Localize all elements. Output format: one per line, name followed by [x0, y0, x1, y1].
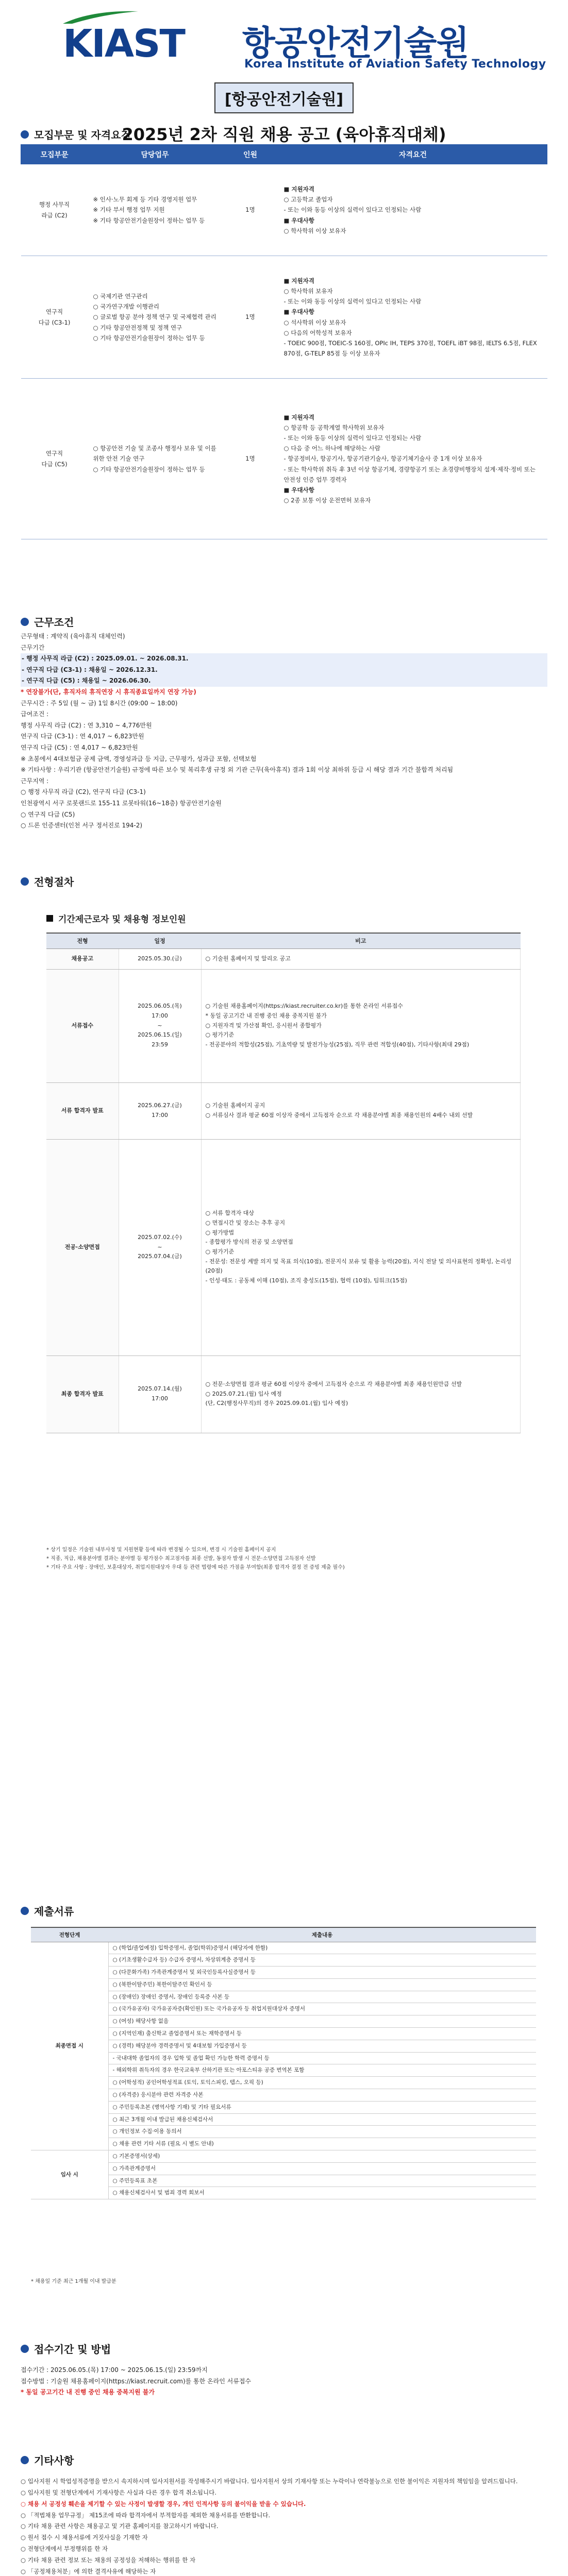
- document-item: - 국내대학 졸업자의 경우 입학 및 졸업 확인 가능한 학력 증명서 등: [108, 2052, 536, 2064]
- note-line: - 인성·태도 : 공동체 이해 (10점), 조직 충성도(15점), 협력 (10점), 팀워크(15점): [205, 1277, 407, 1284]
- stage-cell: 서류 합격자 발표: [46, 1082, 119, 1139]
- bullet-icon: [21, 130, 29, 139]
- bullet-icon: [21, 618, 29, 626]
- document-item: ○ (경력) 해당분야 경력증명서 및 4대보험 가입증명서 등: [108, 2040, 536, 2052]
- etc-line: ○ 「공정채용처분」에 의한 결격사유에 해당하는 자: [21, 2567, 156, 2575]
- duty-item: ※ 기타 항공안전기술원장이 정하는 업무 등: [93, 216, 205, 224]
- condition-line: 연구직 다급 (C3-1) : 연 4,017 ~ 6,823만원: [21, 733, 144, 740]
- dept-text: 연구직: [45, 308, 63, 316]
- note-line: ○ 전문·소양면접 결과 평균 60점 이상자 중에서 고득점자 순으로 각 채용분야별 최종 채용인원만큼 선발: [205, 1380, 462, 1387]
- note-cell: [201, 1082, 521, 1139]
- section-heading-conditions: [21, 614, 74, 629]
- note-line: ○ 기술원 홈페이지 및 알리오 공고: [205, 955, 291, 962]
- condition-line: 행정 사무직 라급 (C2) : 연 3,310 ~ 4,776만원: [21, 721, 152, 729]
- qual-item: - TOEIC 900점, TOEIC-S 160점, OPIc IH, TEPS 370점, TOEFL iBT 98점, IELTS 6.5점, FLEX 870점, G-TELP 85점 등 이상 보유자: [283, 339, 537, 357]
- conditions-body: [21, 631, 547, 832]
- qual-item: ○ 2종 보통 이상 운전면허 보유자: [283, 496, 371, 504]
- condition-line: 근무시간 : 주 5일 (월 ~ 금) 1일 8시간 (09:00 ~ 18:00): [21, 699, 178, 707]
- condition-line: ○ 행정 사무직 라급 (C2), 연구직 다급 (C3-1): [21, 788, 146, 796]
- stage-cell: 최종 합격자 발표: [46, 1355, 119, 1433]
- document-row: [31, 1942, 536, 1954]
- qual-item: - 또는 이와 동등 이상의 실력이 있다고 인정되는 사람: [283, 206, 422, 214]
- document-item: ○ (기초생활수급자 등) 수급자 증명서, 차상위계층 증명서 등: [108, 1954, 536, 1967]
- document-item: ○ 채용 관련 기타 서류 (필요 시 별도 안내): [108, 2138, 536, 2150]
- dept-cell: [21, 379, 88, 539]
- qual-item: ○ 다음 중 어느 하나에 해당하는 사람: [283, 445, 380, 452]
- date-line: 23:59: [152, 1041, 168, 1048]
- schedule-row: [46, 948, 521, 969]
- count-cell: 1명: [222, 379, 279, 539]
- etc-line: ○ 전형단계에서 부정행위를 한 자: [21, 2545, 108, 2553]
- condition-line: ○ 드론 인증센터(인천 서구 정서진로 194-2): [21, 822, 143, 829]
- date-line: 2025.05.30.(금): [138, 955, 182, 962]
- page-title: 2025년 2차 직원 채용 공고 (육아휴직대체): [122, 125, 446, 144]
- qual-cell: [279, 379, 547, 539]
- duty-cell: [88, 379, 222, 539]
- dept-text: 행정 사무직: [39, 201, 70, 209]
- document-item: - 해외학위 취득자의 경우 한국교육부 산하기관 또는 아포스티유 공증 번역본 포함: [108, 2064, 536, 2077]
- condition-line: 근무형태 : 계약직 (육아휴직 대체인력): [21, 633, 125, 640]
- duty-item: ○ 항공안전 기술 및 조종사 행정사 보유 및 이를 위한 안전 기술 연구: [93, 445, 216, 463]
- qual-item: - 또는 학사학위 취득 후 3년 이상 항공기체, 경량항공기 또는 초경량비행장치 설계·제작·정비 또는 안전성 인증 업무 경력자: [283, 465, 536, 483]
- note-line: ○ 평가방법: [205, 1229, 235, 1236]
- section-heading-documents: [21, 1903, 74, 1918]
- schedule-row: [46, 1355, 521, 1433]
- date-line: 2025.07.14.(월): [138, 1385, 182, 1393]
- qual-item: ■ 우대사항: [283, 216, 314, 224]
- schedule-notes: [46, 1546, 521, 1572]
- org-name-english: Korea Institute of Aviation Safety Technology: [244, 58, 546, 71]
- col-header: 전형단계: [31, 1927, 108, 1942]
- header: [0, 0, 568, 77]
- date-line: 17:00: [152, 1112, 168, 1118]
- condition-line: 급여조건 :: [21, 710, 49, 718]
- date-cell: [119, 1082, 201, 1139]
- date-line: 17:00: [152, 1395, 168, 1402]
- qual-item: ○ 항공학 등 공학계열 학사학위 보유자: [283, 424, 385, 432]
- section-heading-apply: [21, 2341, 111, 2356]
- qual-item: - 또는 이와 동등 이상의 실력이 있다고 인정되는 사람: [283, 434, 422, 442]
- duty-cell: [88, 164, 222, 256]
- note-line: * 동일 공고기간 내 진행 중인 채용 중복지원 불가: [205, 1012, 327, 1019]
- condition-line: - 연구직 다급 (C3-1) : 채용일 ~ 2026.12.31.: [21, 665, 547, 676]
- qual-item: ○ 다음의 어학성적 보유자: [283, 329, 352, 336]
- date-line: 2025.06.05.(목): [138, 1003, 182, 1010]
- recruit-row: [21, 164, 547, 256]
- date-cell: [119, 969, 201, 1082]
- schedule-title: [46, 912, 186, 925]
- condition-line: ※ 기타사항 : 우리기관 (항공안전기술원) 규정에 따른 보수 및 복리후생 규정 외 기관 근무(육아휴직) 결과 1회 이상 최하위 등급 시 해당 결과 기간 불합격 처리됨: [21, 766, 454, 774]
- schedule-row: [46, 969, 521, 1082]
- recruit-row: [21, 256, 547, 379]
- note-line: ○ 2025.07.21.(월) 입사 예정: [205, 1390, 282, 1397]
- date-line: 2025.06.15.(일): [138, 1031, 182, 1039]
- etc-body: [21, 2476, 547, 2576]
- duty-cell: [88, 256, 222, 379]
- section-heading-recruit: [21, 127, 131, 142]
- note-line: ○ 기술원 채용홈페이지(https://kiast.recruiter.co.kr)를 통한 온라인 서류접수: [205, 1003, 403, 1010]
- stage-cell: 전공·소양면접: [46, 1139, 119, 1355]
- recruit-table: [21, 144, 547, 539]
- note-cell: [201, 948, 521, 969]
- apply-body: [21, 2365, 547, 2398]
- qual-item: ○ 석사학위 이상 보유자: [283, 318, 346, 326]
- etc-line: ○ 기타 채용 관련 정보 또는 채용의 공정성을 저해하는 행위를 한 자: [21, 2556, 196, 2564]
- qual-item: ■ 지원자격: [283, 277, 314, 284]
- note-line: ○ 면접시간 및 장소는 추후 공지: [205, 1219, 286, 1226]
- etc-line: ○ 입사지원 및 전형단계에서 기재사항은 사실과 다른 경우 합격 취소됩니다.: [21, 2488, 216, 2496]
- qual-item: ■ 지원자격: [283, 413, 314, 421]
- condition-line: 연구직 다급 (C5) : 연 4,017 ~ 6,823만원: [21, 743, 138, 751]
- qual-item: ■ 우대사항: [283, 486, 314, 494]
- recruit-row: [21, 379, 547, 539]
- date-line: 17:00: [152, 1012, 168, 1019]
- qual-cell: [279, 256, 547, 379]
- document-item: ○ (학업/졸업예정) 입학증명서, 졸업(학위)증명서 (해당자에 한함): [108, 1942, 536, 1954]
- stage-cell: 서류접수: [46, 969, 119, 1082]
- etc-line: ○ 기타 채용 관련 사항은 채용공고 및 기관 홈페이지를 참고하시기 바랍니다.: [21, 2522, 219, 2530]
- duty-item: ○ 국제기관 연구관리: [93, 293, 148, 300]
- document-item: ○ 주민등록표 초본: [108, 2175, 536, 2187]
- etc-line: ○ 원서 접수 시 채용서류에 거짓사실을 기재한 자: [21, 2534, 148, 2541]
- schedule-row: [46, 1139, 521, 1355]
- qual-item: ■ 지원자격: [283, 185, 314, 193]
- col-header: 인원: [222, 145, 279, 164]
- note-line: - 전공분야의 적합성(25점), 기초역량 및 발전가능성(25점), 직무 관련 적합성(40점), 기타사항(최대 29점): [205, 1041, 470, 1048]
- count-cell: 1명: [222, 164, 279, 256]
- duty-item: ○ 기타 항공안전정책 및 정책 연구: [93, 324, 182, 331]
- dept-text: 다급 (C5): [41, 460, 68, 468]
- schedule-note: * 기타 주요 사항 : 장애인, 보훈대상자, 취업지원대상자 우대 등 관련 법령에 따른 가점을 부여함(최종 합격자 결정 전 증빙 제출 필수): [46, 1565, 345, 1570]
- note-line: ○ 서류심사 결과 평균 60점 이상자 중에서 고득점자 순으로 각 채용분야별 최종 채용인원의 4배수 내외 선발: [205, 1112, 473, 1118]
- section-title: 전형절차: [34, 876, 74, 888]
- note-cell: [201, 969, 521, 1082]
- note-line: - 전문성: 전문성 계발 의지 및 목표 의식(10점), 전문지식 보유 및 활용 능력(20점), 지식 전달 및 의사표현의 정확성, 논리성(20점): [205, 1258, 512, 1275]
- document-item: ○ 최근 3개월 이내 발급된 채용신체검사서: [108, 2113, 536, 2126]
- col-header: 자격요건: [279, 145, 547, 164]
- section-title: 기타사항: [34, 2454, 74, 2467]
- documents-table: [31, 1927, 536, 2199]
- dept-text: 연구직: [45, 450, 63, 457]
- document-item: ○ 개인정보 수집·이용 동의서: [108, 2126, 536, 2138]
- qual-item: ○ 고등학교 졸업자: [283, 196, 333, 204]
- document-item: ○ (다문화가족) 가족관계증명서 및 외국인등록사실증명서 등: [108, 1967, 536, 1979]
- documents-note: * 채용일 기준 최근 1개월 이내 발급분: [31, 2279, 116, 2284]
- note-line: ○ 평가기준: [205, 1248, 235, 1255]
- condition-line: ※ 초봉에서 4대보험금 공제 금액, 경영성과급 등 지급, 근무평가, 성과급 포함, 선택보험: [21, 755, 257, 762]
- document-row: [31, 2150, 536, 2163]
- section-title: 접수기간 및 방법: [34, 2343, 111, 2355]
- col-header: 전형: [46, 933, 119, 948]
- stage-cell: 채용공고: [46, 948, 119, 969]
- apply-line: 접수기간 : 2025.06.05.(목) 17:00 ~ 2025.06.15.(일) 23:59까지: [21, 2366, 208, 2374]
- condition-line: 근무기간: [21, 643, 45, 651]
- date-line: 2025.07.02.(수): [138, 1233, 182, 1241]
- document-item: ○ 기본증명서(상세): [108, 2150, 536, 2163]
- duty-item: ○ 기타 항공안전기술원장이 정하는 업무 등: [93, 334, 205, 342]
- schedule-note: * 직종, 직급, 채용분야별 결과는 분야별 등 평가점수 최고점자를 최종 선발, 동점자 발생 시 전문·소양면접 고득점자 선발: [46, 1556, 316, 1562]
- etc-line: ○ 채용 서 공정성 훼손을 제기할 수 있는 사정이 발생할 경우, 개인 인적사항 등의 불이익을 받을 수 있습니다.: [21, 2500, 306, 2507]
- duty-item: ○ 국가연구개발 이행관리: [93, 303, 159, 311]
- dept-cell: [21, 256, 88, 379]
- document-item: ○ 가족관계증명서: [108, 2162, 536, 2175]
- qual-cell: [279, 164, 547, 256]
- condition-line: - 행정 사무직 라급 (C2) : 2025.09.01. ~ 2026.08.31.: [21, 653, 547, 665]
- schedule-table: [46, 933, 521, 1433]
- bullet-icon: [21, 1907, 29, 1915]
- bullet-icon: [21, 2345, 29, 2353]
- section-heading-process: [21, 874, 74, 889]
- section-heading-etc: [21, 2452, 74, 2467]
- condition-line: * 연장불가(단, 휴직자의 휴직연장 시 휴직종료일까지 연장 가능): [21, 688, 196, 696]
- logo-kiast: KIAST: [63, 22, 185, 66]
- col-header: 담당업무: [88, 145, 222, 164]
- condition-line: ○ 연구직 다급 (C5): [21, 810, 75, 818]
- qual-item: - 항공정비사, 항공기사, 항공기관기술사, 항공기체기술사 중 1개 이상 보유자: [283, 455, 482, 463]
- schedule-note: * 상기 일정은 기술원 내부사정 및 지원현황 등에 따라 변경될 수 있으며, 변경 시 기술원 홈페이지 공지: [46, 1547, 276, 1553]
- document-item: ○ (어학성적) 공인어학성적표 (토익, 토익스피킹, 텝스, 오픽 등): [108, 2077, 536, 2089]
- condition-line: - 연구직 다급 (C5) : 채용일 ~ 2026.06.30.: [21, 675, 547, 687]
- stage-cell: 임사 시: [31, 2150, 108, 2199]
- note-line: (단, C2(행정사무직)의 경우 2025.09.01.(월) 입사 예정): [205, 1400, 348, 1407]
- qual-item: - 또는 이와 동등 이상의 실력이 있다고 인정되는 사람: [283, 298, 422, 306]
- etc-line: ○ 입사지원 시 학업성적증명을 받으시 속지하시며 입사지원서를 작성해주시기 바랍니다. 입사지원서 상의 기재사항 또는 누락이나 연락불능으로 인한 불이익은 지원자의 책임임을 알려드립니다.: [21, 2478, 518, 2485]
- date-line: ~: [157, 1243, 162, 1250]
- note-line: ○ 지원자격 및 가산점 확인, 응시원서 종합평가: [205, 1022, 322, 1029]
- document-item: ○ (여성) 해당사항 없음: [108, 2015, 536, 2028]
- note-line: ○ 서류 합격자 대상: [205, 1210, 254, 1217]
- condition-line: 인천광역시 서구 로봇랜드로 155-11 로봇타워(16~18층) 항공안전기술원: [21, 799, 222, 807]
- duty-item: ○ 글로벌 항공 분야 정책 연구 및 국제협력 관리: [93, 313, 216, 321]
- col-header: 일정: [119, 933, 201, 948]
- etc-line: ○ 「적법채용 업무규정」 제15조에 따라 합격자에서 부적합자를 제외한 채용서류를 반환합니다.: [21, 2511, 271, 2519]
- condition-line: 근무지역 :: [21, 777, 49, 785]
- date-cell: [119, 1139, 201, 1355]
- note-cell: [201, 1355, 521, 1433]
- document-item: ○ 채용신체검사서 및 범죄 경력 회보서: [108, 2187, 536, 2199]
- document-item: ○ (국가유공자) 국가유공자증(확인원) 또는 국가유공자 등 취업지원대상자 증명서: [108, 2003, 536, 2015]
- document-item: ○ (북한이탈주민) 북한이탈주민 확인서 등: [108, 1978, 536, 1991]
- document-item: ○ (자격증) 응시분야 관련 자격증 사본: [108, 2089, 536, 2102]
- document-item: ○ (지역인재) 출신학교 졸업증명서 또는 재학증명서 등: [108, 2028, 536, 2040]
- qual-item: ○ 학사학위 이상 보유자: [283, 227, 346, 234]
- dept-text: 라급 (C2): [41, 211, 68, 219]
- duty-item: ※ 인사·노무 회계 등 기타 경영지원 업무: [93, 196, 197, 204]
- org-name-korean: 항공안전기술원: [242, 23, 469, 63]
- qual-item: ○ 학사학위 보유자: [283, 287, 333, 295]
- col-header: 비고: [201, 933, 521, 948]
- duty-item: ○ 기타 항공안전기술원장이 정하는 업무 등: [93, 465, 205, 473]
- note-line: ○ 평가기준: [205, 1031, 235, 1039]
- date-line: 2025.06.27.(금): [138, 1102, 182, 1109]
- section-title: 제출서류: [34, 1905, 74, 1918]
- bullet-icon: [21, 2456, 29, 2464]
- qual-item: ■ 우대사항: [283, 308, 314, 316]
- section-title: 모집부문 및 자격요건: [34, 129, 131, 141]
- note-line: - 종합평가 방식의 전공 및 소양면접: [205, 1239, 293, 1246]
- stage-cell: 최종면접 시: [31, 1942, 108, 2150]
- col-header: 제출내용: [108, 1927, 536, 1942]
- document-item: ○ (장애인) 장애인 증명서, 장애인 등록증 사본 등: [108, 1991, 536, 2003]
- date-line: 2025.07.04.(금): [138, 1253, 182, 1260]
- count-cell: 1명: [222, 256, 279, 379]
- document-item: ○ 주민등록초본 (병역사항 기재) 및 기타 필요서류: [108, 2101, 536, 2113]
- dept-text: 다급 (C3-1): [38, 318, 71, 326]
- note-line: ○ 기술원 홈페이지 공지: [205, 1102, 265, 1109]
- date-cell: [119, 1355, 201, 1433]
- schedule-row: [46, 1082, 521, 1139]
- apply-line: 접수방법 : 기술원 채용홈페이지(https://kiast.recruit.com)를 통한 온라인 서류접수: [21, 2377, 252, 2385]
- title-tag: [항공안전기술원]: [214, 82, 354, 113]
- dept-cell: [21, 164, 88, 256]
- bullet-icon: [21, 877, 29, 886]
- square-bullet-icon: [46, 915, 53, 922]
- section-title: 근무조건: [34, 616, 74, 629]
- apply-line: * 동일 공고기간 내 진행 중인 채용 중복지원 불가: [21, 2388, 155, 2396]
- col-header: 모집부문: [21, 145, 88, 164]
- date-line: ~: [157, 1022, 162, 1029]
- note-cell: [201, 1139, 521, 1355]
- date-cell: [119, 948, 201, 969]
- schedule-title-text: 기간제근로자 및 채용형 정보인원: [58, 914, 186, 925]
- duty-item: ※ 기타 부서 행정 업무 지원: [93, 206, 165, 214]
